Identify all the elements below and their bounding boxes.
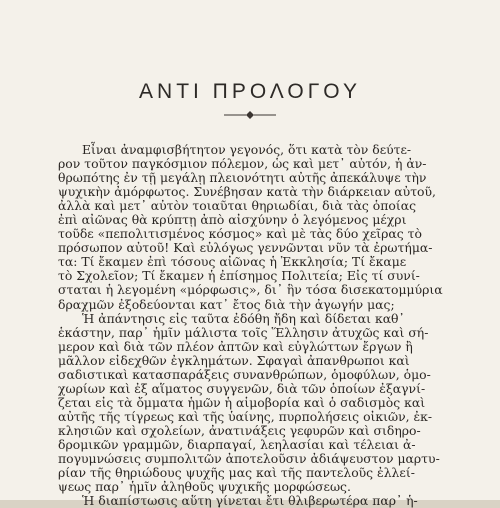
ornament-divider-icon (220, 109, 280, 121)
text-line: τα: Τί ἔκαμεν ἐπὶ τόσους αἰῶνας ἡ Ἐκκλησία; Τί ἔκαμε (58, 254, 407, 270)
text-line: Ἡ διαπίστωσις αὕτη γίνεται ἔτι θλιβερωτέρα παρ᾽ ἡ- (82, 493, 418, 508)
text-line: ἀλλὰ καὶ μετ᾽ αὐτὸν τοιαῦται θηριωδίαι, διὰ τὰς ὁποίας (58, 198, 417, 214)
text-line: κλησιῶν καὶ σχολείων, ἀνατινάξεις γεφυρῶν καὶ σιδηρο- (58, 422, 421, 438)
text-line: σταται ἡ λεγομένη «μόρφωσις», δι᾽ ἣν τόσα δισεκατομμύρια (58, 282, 443, 298)
text-line: πρόσωπον αὐτοῦ! Καὶ εὐλόγως γεννῶνται νῦν τὰ ἐρωτήμα- (58, 240, 433, 256)
text-line: μερον καὶ διὰ τῶν πλέον ἀπτῶν καὶ εὐγλώττων ἔργων ἢ (58, 338, 413, 354)
text-line: Ἡ ἀπάντησις εἰς ταῦτα ἐδόθη ἤδη καὶ δίδεται καθ᾽ (82, 310, 405, 326)
text-line: ρίαν τῆς θηριώδους ψυχῆς μας καὶ τῆς παντελοῦς ἐλλεί- (58, 465, 415, 481)
text-line: σαδιστικαὶ κατασπαράξεις συνανθρώπων, ὁμοφύλων, ὁμο- (58, 366, 431, 382)
text-line: πογυμνώσεις συμπολιτῶν ἀποτελοῦσιν ἀδιάψευστον μαρτυ- (58, 451, 440, 467)
text-line: ἑκάστην, παρ᾽ ἡμῖν μάλιστα τοῖς Ἕλλησιν ἀτυχῶς καὶ σή- (58, 324, 429, 340)
text-line: ψυχικὴν ἀμόρφωτος. Συνέβησαν κατὰ τὴν διάρκειαν αὐτοῦ, (58, 184, 436, 200)
text-line: χωρίων καὶ ἐξ αἵματος συγγενῶν, διὰ τῶν ὁποίων ἐξαγνί- (58, 380, 426, 396)
text-line: Εἶναι ἀναμφισβήτητον γεγονός, ὅτι κατὰ τὸν δεύτε- (82, 142, 412, 157)
chapter-title: ΑΝΤΙ ΠΡΟΛΟΓΟΥ (139, 80, 361, 103)
text-line: ψεως παρ᾽ ἡμῖν ἀληθοῦς ψυχικῆς μορφώσεως. (58, 479, 351, 495)
text-line: ζεται εἰς τὰ ὄμματα ἡμῶν ἡ αἱμοβορία καὶ ὁ σαδισμὸς καὶ (58, 394, 426, 410)
text-line: μᾶλλον εἰδεχθῶν ἐγκλημάτων. Σφαγαὶ ἀπανθρωποι καὶ (58, 352, 410, 368)
text-line: αὐτῆς τῆς τίγρεως καὶ τῆς ὑαίνης, πυρπολήσεις οἰκιῶν, ἐκ- (58, 408, 433, 424)
text-line: θρωπότης ἐν τῇ μεγάλῃ πλειονότητι αὐτῆς ἀπεκάλυψε τὴν (58, 170, 427, 186)
text-line: ρον τοῦτον παγκόσμιον πόλεμον, ὡς καὶ μετ᾽ αὐτόν, ἡ ἀν- (58, 156, 427, 172)
text-line: δρομικῶν γραμμῶν, διαρπαγαί, λεηλασίαι καὶ τέλειαι ἀ- (58, 436, 416, 452)
text-line: τοῦδε «πεπολιτισμένος κόσμος» καὶ μὲ τὰς δύο χεῖρας τὸ (58, 226, 422, 242)
text-line: τὸ Σχολεῖον; Τί ἔκαμεν ἡ ἐπίσημος Πολιτεία; Εἰς τί συνί- (58, 268, 420, 284)
prologue-text (58, 142, 443, 508)
text-line: ἐπὶ αἰῶνας θὰ κρύπτῃ ἀπὸ αἰσχύνην ὁ λεγόμενος μέχρι (58, 212, 407, 228)
text-line: δραχμῶν ἐξοδεύονται κατ᾽ ἔτος διὰ τὴν ἀγωγήν μας; (58, 296, 395, 312)
